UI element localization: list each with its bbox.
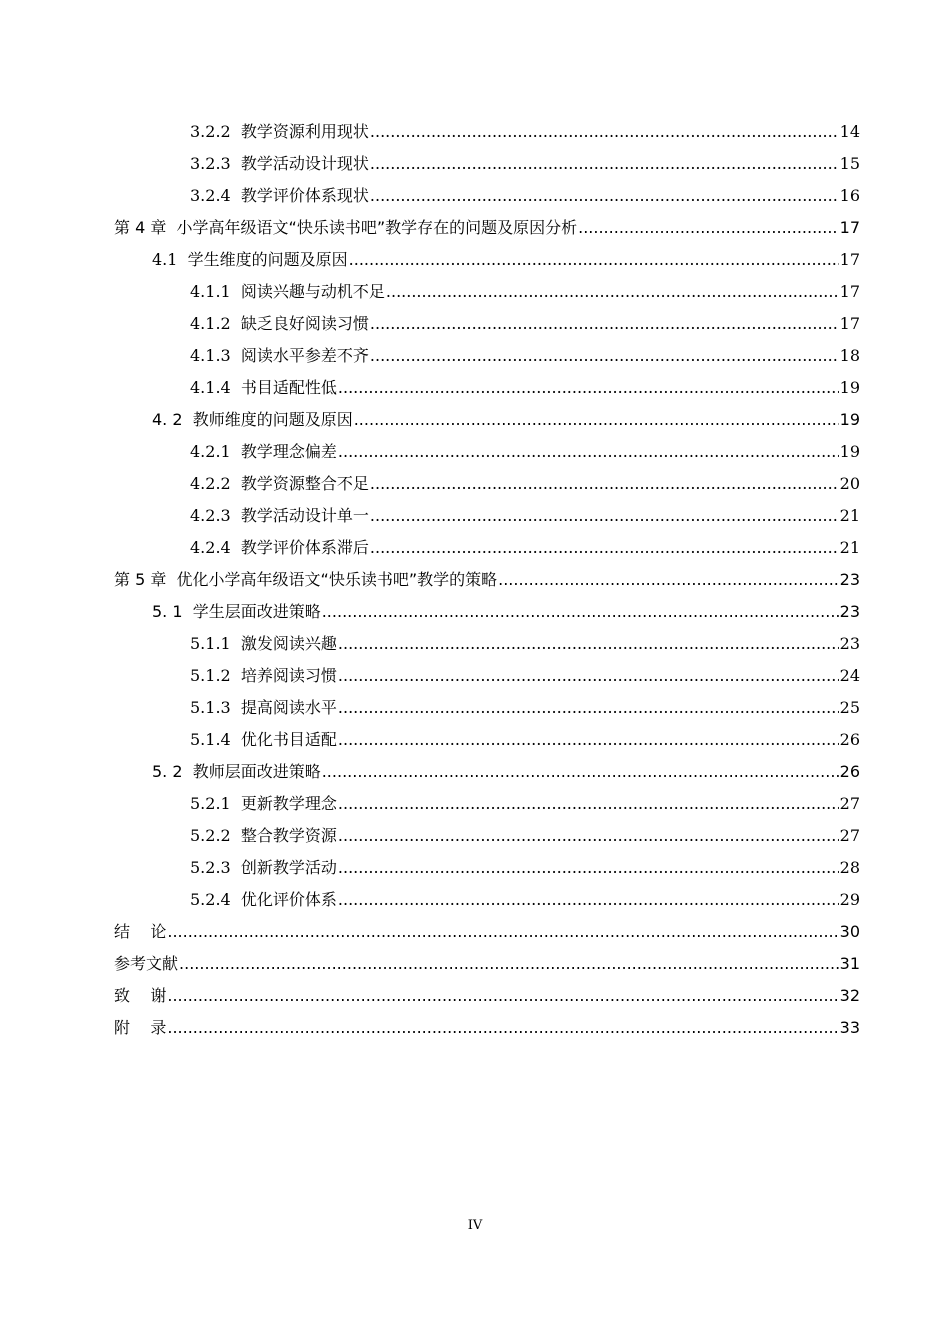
dot-leader [167, 1012, 838, 1044]
dot-leader [338, 724, 839, 756]
toc-title: 教学活动设计单一 [240, 506, 369, 525]
toc-page: 26 [839, 762, 860, 781]
toc-number: 4.1 [152, 250, 178, 269]
toc-number: 3.2.4 [190, 186, 231, 205]
dot-leader [370, 468, 839, 500]
toc-entry[interactable] [190, 532, 860, 564]
toc-title: 激发阅读兴趣 [240, 634, 337, 653]
toc-number: 4.2.4 [190, 538, 231, 557]
toc-entry[interactable] [190, 180, 860, 212]
toc-number: 3.2.3 [190, 154, 231, 173]
toc-entry[interactable] [190, 788, 860, 820]
toc-entry[interactable] [190, 308, 860, 340]
toc-title: 结 论 [114, 922, 167, 941]
toc-title: 教学活动设计现状 [240, 154, 369, 173]
toc-section[interactable] [152, 596, 860, 628]
toc-entry[interactable] [190, 820, 860, 852]
toc-page: 15 [839, 154, 860, 173]
toc-page: 29 [839, 890, 860, 909]
toc-entry[interactable] [190, 724, 860, 756]
toc-number: 5.1.1 [190, 634, 231, 653]
toc-title: 优化评价体系 [240, 890, 337, 909]
toc-page: 21 [839, 538, 860, 557]
dot-leader [354, 404, 839, 436]
toc-conclusion[interactable] [114, 916, 860, 948]
toc-entry[interactable] [190, 500, 860, 532]
toc-page: 33 [839, 1018, 860, 1037]
toc-page: 19 [839, 378, 860, 397]
toc-page: 17 [839, 314, 860, 333]
toc-number: 5. 1 [152, 602, 183, 621]
toc-number: 4.2.1 [190, 442, 231, 461]
toc-chapter[interactable] [114, 212, 860, 244]
toc-number: 5.2.2 [190, 826, 231, 845]
toc-page: 26 [839, 730, 860, 749]
dot-leader [338, 820, 839, 852]
toc-entry[interactable] [190, 276, 860, 308]
toc-page: 31 [839, 954, 860, 973]
toc-section[interactable] [152, 404, 860, 436]
toc-section[interactable] [152, 756, 860, 788]
toc-page: 30 [839, 922, 860, 941]
dot-leader [338, 788, 839, 820]
toc-entry[interactable] [190, 628, 860, 660]
toc-section[interactable] [152, 244, 860, 276]
toc-title: 提高阅读水平 [240, 698, 337, 717]
toc-title: 附 录 [114, 1018, 167, 1037]
toc-number: 5.1.3 [190, 698, 231, 717]
toc-entry[interactable] [190, 148, 860, 180]
toc-title: 培养阅读习惯 [240, 666, 337, 685]
toc-number: 4.2.3 [190, 506, 231, 525]
toc-page: 23 [839, 634, 860, 653]
toc-title: 致 谢 [114, 986, 167, 1005]
toc-number: 第 4 章 [114, 218, 167, 237]
toc-number: 4.1.2 [190, 314, 231, 333]
toc-title: 教师层面改进策略 [192, 762, 321, 781]
toc-page: 17 [839, 282, 860, 301]
toc-entry[interactable] [190, 884, 860, 916]
toc-number: 4.2.2 [190, 474, 231, 493]
toc-title: 教学资源整合不足 [240, 474, 369, 493]
toc-title: 创新教学活动 [240, 858, 337, 877]
toc-title: 教师维度的问题及原因 [192, 410, 353, 429]
toc-page: 20 [839, 474, 860, 493]
dot-leader [338, 372, 839, 404]
toc-title: 教学资源利用现状 [240, 122, 369, 141]
dot-leader [167, 916, 838, 948]
dot-leader [386, 276, 839, 308]
toc-page: 25 [839, 698, 860, 717]
toc-title: 教学评价体系滞后 [240, 538, 369, 557]
dot-leader [179, 948, 839, 980]
toc-page: 32 [839, 986, 860, 1005]
dot-leader [370, 340, 839, 372]
toc-page: 19 [839, 410, 860, 429]
dot-leader [338, 692, 839, 724]
toc-number: 5.2.4 [190, 890, 231, 909]
toc-page: 27 [839, 794, 860, 813]
toc-title: 书目适配性低 [240, 378, 337, 397]
toc-title: 更新教学理念 [240, 794, 337, 813]
toc-number: 5.2.1 [190, 794, 231, 813]
toc-title: 阅读兴趣与动机不足 [240, 282, 385, 301]
toc-number: 5. 2 [152, 762, 183, 781]
toc-page: 16 [839, 186, 860, 205]
toc-page: 27 [839, 826, 860, 845]
toc-page: 19 [839, 442, 860, 461]
toc-title: 优化小学高年级语文“快乐读书吧”教学的策略 [176, 570, 498, 589]
toc-entry[interactable] [190, 660, 860, 692]
toc-number: 5.1.4 [190, 730, 231, 749]
toc-number: 3.2.2 [190, 122, 231, 141]
toc-title: 阅读水平参差不齐 [240, 346, 369, 365]
page-number-footer: IV [467, 1218, 483, 1233]
toc-references[interactable] [114, 948, 860, 980]
toc-page: 14 [839, 122, 860, 141]
toc-appendix[interactable] [114, 1012, 860, 1044]
dot-leader [370, 308, 839, 340]
toc-title: 学生层面改进策略 [192, 602, 321, 621]
toc-entry[interactable] [190, 468, 860, 500]
dot-leader [578, 212, 839, 244]
dot-leader [322, 596, 839, 628]
toc-acknowledgements[interactable] [114, 980, 860, 1012]
toc-page: 24 [839, 666, 860, 685]
toc-number: 4.1.3 [190, 346, 231, 365]
toc-page: 23 [839, 570, 860, 589]
toc-title: 优化书目适配 [240, 730, 337, 749]
toc-page: 17 [839, 250, 860, 269]
toc-page: 28 [839, 858, 860, 877]
dot-leader [349, 244, 839, 276]
toc-number: 第 5 章 [114, 570, 167, 589]
dot-leader [338, 436, 839, 468]
dot-leader [498, 564, 839, 596]
toc-page: 18 [839, 346, 860, 365]
dot-leader [338, 660, 839, 692]
dot-leader [338, 884, 839, 916]
toc-title: 教学理念偏差 [240, 442, 337, 461]
dot-leader [370, 148, 839, 180]
dot-leader [370, 532, 839, 564]
toc-entry[interactable] [190, 852, 860, 884]
toc-entry[interactable] [190, 692, 860, 724]
toc-page: 21 [839, 506, 860, 525]
toc-entry[interactable] [190, 436, 860, 468]
dot-leader [370, 116, 839, 148]
toc-entry[interactable] [190, 372, 860, 404]
toc-title: 参考文献 [114, 954, 179, 973]
toc-number: 4.1.4 [190, 378, 231, 397]
toc-entry[interactable] [190, 340, 860, 372]
dot-leader [167, 980, 838, 1012]
dot-leader [370, 180, 839, 212]
toc-entry[interactable] [190, 116, 860, 148]
toc-title: 学生维度的问题及原因 [187, 250, 348, 269]
toc-number: 5.2.3 [190, 858, 231, 877]
dot-leader [322, 756, 839, 788]
toc-title: 教学评价体系现状 [240, 186, 369, 205]
toc-title: 整合教学资源 [240, 826, 337, 845]
toc-page: 23 [839, 602, 860, 621]
dot-leader [338, 628, 839, 660]
dot-leader [338, 852, 839, 884]
toc-title: 缺乏良好阅读习惯 [240, 314, 369, 333]
toc-number: 4.1.1 [190, 282, 231, 301]
toc-title: 小学高年级语文“快乐读书吧”教学存在的问题及原因分析 [176, 218, 578, 237]
toc-chapter[interactable] [114, 564, 860, 596]
toc-number: 4. 2 [152, 410, 183, 429]
toc-page: 17 [839, 218, 860, 237]
dot-leader [370, 500, 839, 532]
toc-number: 5.1.2 [190, 666, 231, 685]
